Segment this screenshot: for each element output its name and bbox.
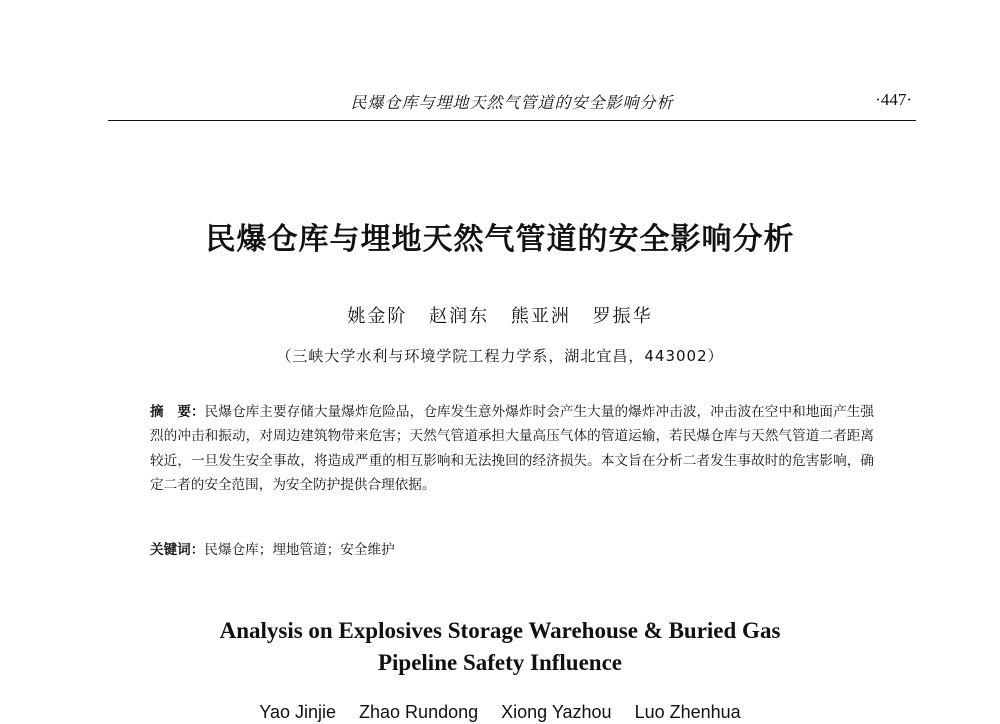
page-number: ·447·	[875, 90, 912, 109]
keywords-text: 民爆仓库；埋地管道；安全维护	[204, 542, 395, 558]
affiliation-chinese: （三峡大学水利与环境学院工程力学系，湖北宜昌，443002）	[276, 347, 724, 365]
running-head	[108, 88, 916, 114]
paper-title-english	[0, 615, 1000, 679]
author-cn-2: 赵润东	[429, 306, 490, 327]
header-rule	[108, 120, 916, 121]
author-en-4: Luo Zhenhua	[634, 702, 741, 722]
author-en-2: Zhao Rundong	[359, 702, 479, 722]
title-en-line-1: Analysis on Explosives Storage Warehouse & Buried Gas	[219, 618, 781, 643]
abstract-chinese	[150, 400, 874, 497]
author-en-1: Yao Jinjie	[259, 702, 337, 722]
author-cn-3: 熊亚洲	[510, 306, 571, 327]
title-en-line-2: Pipeline Safety Influence	[377, 650, 623, 675]
paper-title-chinese: 民爆仓库与埋地天然气管道的安全影响分析	[205, 222, 795, 257]
author-en-3: Xiong Yazhou	[501, 702, 612, 722]
keywords-chinese	[150, 538, 874, 562]
author-cn-4: 罗振华	[592, 306, 653, 327]
authors-chinese	[0, 302, 1000, 328]
abstract-label: 摘 要：	[150, 404, 205, 420]
running-head-title: 民爆仓库与埋地天然气管道的安全影响分析	[350, 93, 674, 112]
author-cn-1: 姚金阶	[347, 306, 408, 327]
abstract-text: 民爆仓库主要存储大量爆炸危险品，仓库发生意外爆炸时会产生大量的爆炸冲击波，冲击波在空中和地面产生强烈的冲击和振动，对周边建筑物带来危害；天然气管道承担大量高压气体的管道运输，若民爆仓库与天然气管道二者距离较近，一旦发生安全事故，将造成严重的相互影响和无法挽回的经济损失。本文旨在分析二者发生事故时的危害影响，确定二者的安全范围，为安全防护提供合理依据。	[150, 404, 875, 493]
authors-english	[0, 702, 1000, 723]
keywords-label: 关键词：	[150, 542, 205, 558]
